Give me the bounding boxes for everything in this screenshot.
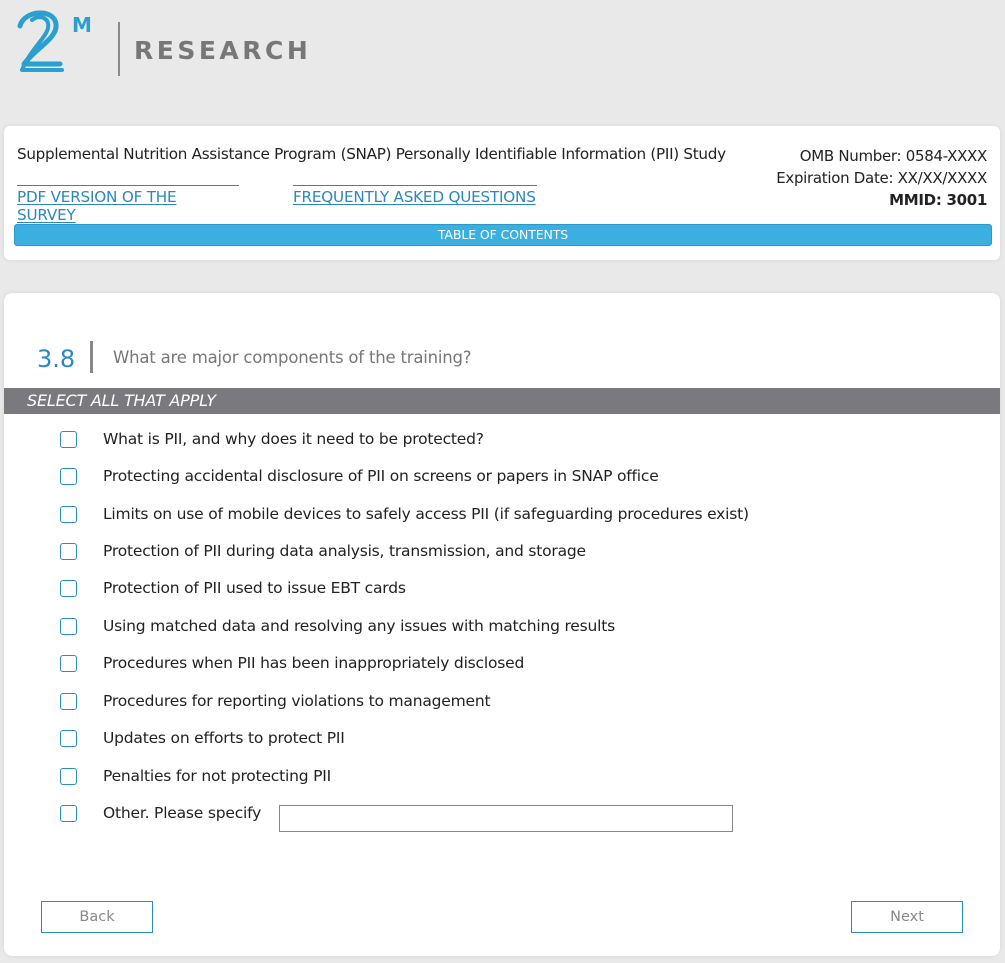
- checkbox[interactable]: [60, 580, 77, 597]
- option-label: Protecting accidental disclosure of PII on screens or papers in SNAP office: [103, 467, 659, 485]
- option-other[interactable]: [60, 801, 261, 825]
- option-label: Protection of PII used to issue EBT cards: [103, 579, 406, 597]
- option-mobile-devices[interactable]: [60, 502, 749, 526]
- expiration-date: Expiration Date: XX/XX/XXXX: [776, 169, 987, 187]
- option-label: Procedures for reporting violations to management: [103, 692, 491, 710]
- option-reporting-violations[interactable]: [60, 689, 490, 713]
- omb-info: [776, 145, 987, 211]
- 2m-logo-icon: [14, 8, 104, 78]
- logo-divider: [118, 22, 120, 76]
- option-data-analysis[interactable]: [60, 539, 586, 563]
- question-number: 3.8: [37, 345, 76, 373]
- study-title: Supplemental Nutrition Assistance Program (SNAP) Personally Identifiable Information (PII) Study: [17, 145, 726, 163]
- option-matched-data[interactable]: [60, 614, 615, 638]
- next-button[interactable]: Next: [851, 901, 963, 933]
- other-specify-input[interactable]: [279, 805, 733, 832]
- option-label: Other. Please specify: [103, 804, 262, 822]
- table-of-contents-button[interactable]: TABLE OF CONTENTS: [14, 224, 992, 246]
- checkbox[interactable]: [60, 543, 77, 560]
- option-label: Procedures when PII has been inappropriately disclosed: [103, 654, 525, 672]
- option-label: Limits on use of mobile devices to safely access PII (if safeguarding procedures exist): [103, 505, 749, 523]
- instruction-band: SELECT ALL THAT APPLY: [4, 388, 1000, 414]
- mmid: MMID: 3001: [889, 191, 987, 209]
- checkbox[interactable]: [60, 468, 77, 485]
- option-ebt-cards[interactable]: [60, 576, 406, 600]
- option-label: Penalties for not protecting PII: [103, 767, 331, 785]
- option-accidental-disclosure[interactable]: [60, 464, 659, 488]
- pdf-version-link[interactable]: PDF VERSION OF THE SURVEY: [17, 185, 239, 224]
- option-label: Using matched data and resolving any issues with matching results: [103, 617, 615, 635]
- faq-link[interactable]: FREQUENTLY ASKED QUESTIONS: [293, 185, 537, 206]
- checkbox[interactable]: [60, 431, 77, 448]
- omb-number: OMB Number: 0584-XXXX: [799, 147, 987, 165]
- question-text: What are major components of the training?: [113, 348, 472, 367]
- checkbox[interactable]: [60, 506, 77, 523]
- option-label: What is PII, and why does it need to be protected?: [103, 430, 484, 448]
- option-what-is-pii[interactable]: [60, 427, 484, 451]
- option-updates[interactable]: [60, 726, 345, 750]
- checkbox[interactable]: [60, 618, 77, 635]
- checkbox[interactable]: [60, 655, 77, 672]
- option-penalties[interactable]: [60, 764, 331, 788]
- logo-wordmark: RESEARCH: [134, 36, 312, 65]
- back-button[interactable]: Back: [41, 901, 153, 933]
- checkbox[interactable]: [60, 768, 77, 785]
- option-inappropriate-disclosure[interactable]: [60, 651, 524, 675]
- option-label: Protection of PII during data analysis, transmission, and storage: [103, 542, 586, 560]
- company-logo: [14, 8, 314, 78]
- question-card: [4, 293, 1000, 956]
- checkbox[interactable]: [60, 805, 77, 822]
- checkbox[interactable]: [60, 730, 77, 747]
- question-divider: [90, 341, 93, 373]
- option-label: Updates on efforts to protect PII: [103, 729, 345, 747]
- survey-header: [4, 126, 1000, 260]
- checkbox[interactable]: [60, 693, 77, 710]
- svg-text:M: M: [72, 13, 92, 37]
